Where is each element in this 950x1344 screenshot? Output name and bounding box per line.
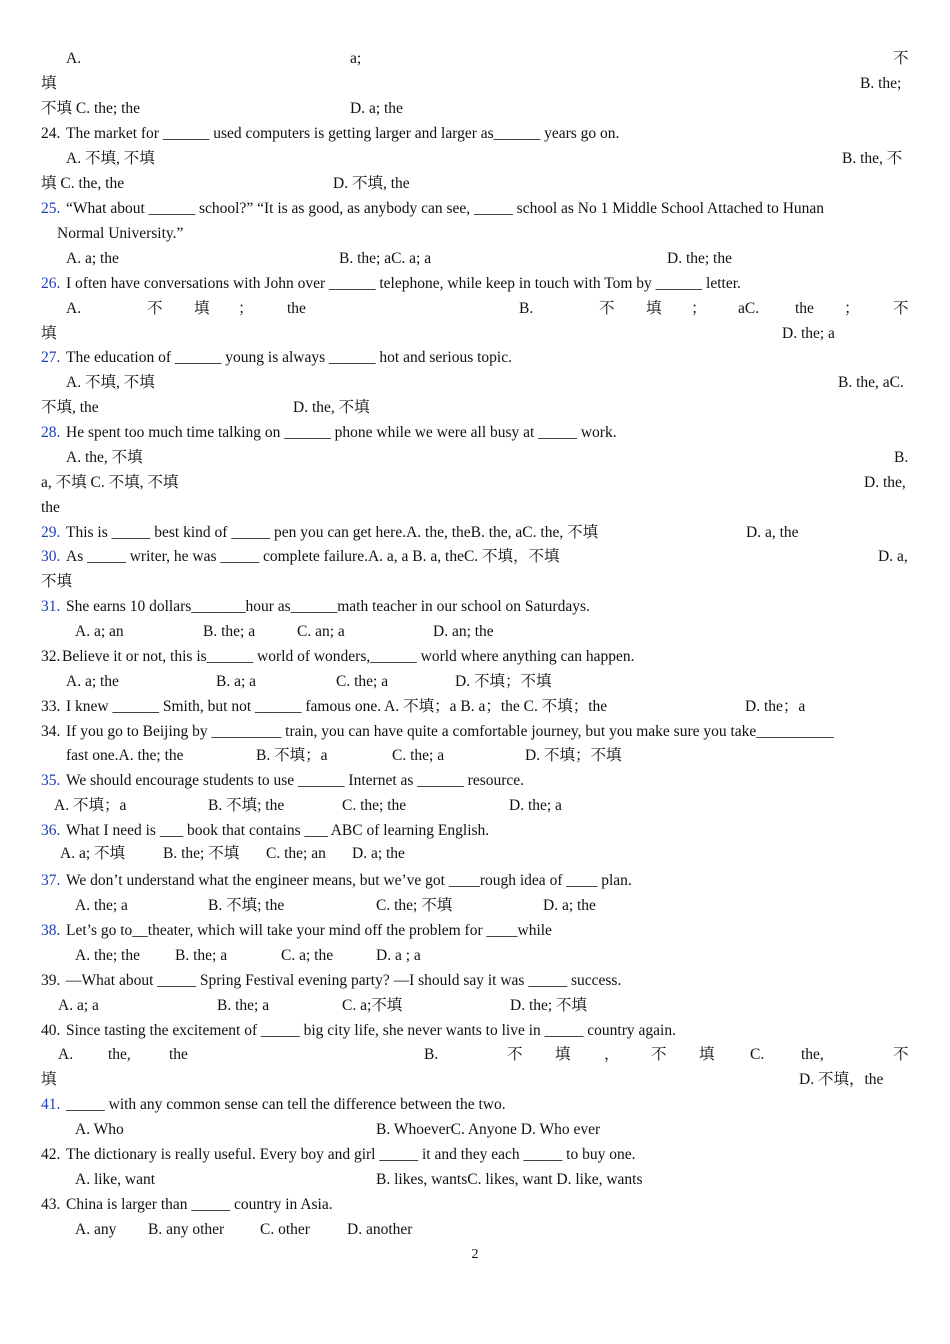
text-segment: 42. [41,1146,61,1163]
text-line [41,794,909,818]
text-segment: If you go to Beijing by _________ train, you can have quite a comfortable journey, but you make sure you take__________ [66,723,834,740]
text-segment: D. a; the [543,897,596,914]
text-segment: the [795,300,814,317]
text-line [41,197,909,221]
text-segment: D. the, [864,474,906,491]
text-segment: A. a; an [75,623,124,640]
text-line [41,869,909,893]
text-segment: 不 [599,300,615,317]
text-segment: B. a; a [216,673,257,690]
text-segment: We don’t understand what the engineer means, but we’ve got ____rough idea of ____ plan. [66,872,632,889]
question-number: 37. [41,872,61,889]
text-line [41,670,909,694]
question-number: 26. [41,275,61,292]
text-line [41,72,909,96]
text-segment: He spent too much time talking on ______ phone while we were all busy at _____ work. [66,424,617,441]
text-segment: 不 [147,300,163,317]
text-segment: I knew ______ Smith, but not ______ famous one. A. 不填；a B. a；the C. 不填；the [66,698,608,715]
text-line [41,1093,909,1117]
text-segment: A. 不填, 不填 [66,150,155,167]
text-line [41,695,909,719]
text-segment: the [287,300,306,317]
text-line [41,1168,909,1192]
text-segment: C. a;不填 [342,997,403,1014]
text-line [41,769,909,793]
text-segment: a; [350,50,362,67]
text-segment: ； [844,300,860,317]
question-number: 36. [41,822,61,839]
text-segment: C. a; the [281,947,334,964]
text-segment: 填 [699,1046,715,1063]
text-segment: 填 [194,300,210,317]
page-number: 2 [471,1247,479,1262]
text-line [41,545,909,569]
text-segment: 填 [41,75,57,92]
text-line [41,1193,909,1217]
text-segment: B. 不填; the [208,897,285,914]
text-line [41,222,909,246]
text-segment: I often have conversations with John over ______ telephone, while keep in touch with Tom by ______ letter. [66,275,741,292]
text-line [41,496,909,520]
text-line [41,720,909,744]
text-segment: B. 不填；a [256,747,328,764]
text-line [41,1218,909,1242]
text-segment: the [169,1046,188,1063]
text-segment: D. the；a [745,698,806,715]
text-segment: B. WhoeverC. Anyone D. Who ever [376,1121,601,1138]
text-segment: A. a; the [66,673,119,690]
text-segment: D. 不填；不填 [455,673,552,690]
text-segment: A. like, want [75,1171,156,1188]
text-segment: —What about _____ Spring Festival evening party? —I should say it was _____ success. [66,972,622,989]
text-segment: 不 [651,1046,667,1063]
text-segment: A. [58,1046,74,1063]
text-line [41,919,909,943]
text-line [41,944,909,968]
text-line [41,322,909,346]
text-segment: A. a; 不填 [60,845,126,862]
text-segment: A. [66,50,82,67]
text-segment: 填 C. the, the [41,175,125,192]
text-segment: C. the; a [336,673,389,690]
text-segment: B. the; 不填 [163,845,240,862]
text-segment: D. another [347,1221,413,1238]
text-line [41,620,909,644]
text-segment: aC. [738,300,760,317]
text-segment: 填 [41,1071,57,1088]
text-segment: D. a ; a [376,947,421,964]
text-line [41,1043,909,1067]
text-segment: C. an; a [297,623,345,640]
text-line [41,446,909,470]
text-segment: A. a; the [66,250,119,267]
text-line [41,346,909,370]
text-segment: We should encourage students to use ______ Internet as ______ resource. [66,772,525,789]
text-segment: 填 [555,1046,571,1063]
question-number: 27. [41,349,61,366]
question-number: 38. [41,922,61,939]
text-segment: ； [691,300,707,317]
text-segment: Let’s go to__theater, which will take your mind off the problem for ____while [66,922,552,939]
text-segment: C. other [260,1221,310,1238]
text-line [41,1068,909,1092]
text-line [41,396,909,420]
text-line [41,471,909,495]
text-segment: D. the; 不填 [510,997,588,1014]
text-segment: The education of ______ young is always ______ hot and serious topic. [66,349,512,366]
text-segment: She earns 10 dollars_______hour as______math teacher in our school on Saturdays. [66,598,590,615]
text-segment: D. the; a [782,325,835,342]
text-segment: the, [108,1046,131,1063]
text-line [41,645,909,669]
text-segment: D. the; a [509,797,562,814]
text-segment: B. the; a [217,997,270,1014]
text-segment: This is _____ best kind of _____ pen you can get here.A. the, theB. the, aC. the, 不填 [66,524,599,541]
text-segment: B. [894,449,909,466]
text-line [41,570,909,594]
text-line [41,969,909,993]
text-segment: B. the; a [203,623,256,640]
text-segment: the, [801,1046,824,1063]
text-segment: B. [519,300,534,317]
text-segment: C. the; the [342,797,407,814]
text-segment: 39. [41,972,61,989]
text-segment: B. the, 不 [842,150,903,167]
text-line [41,894,909,918]
text-segment: a, 不填 C. 不填, 不填 [41,474,179,491]
text-segment: B. the; [860,75,902,92]
text-segment: the [41,499,60,516]
text-segment: D. 不填；不填 [525,747,622,764]
text-segment: 不 [507,1046,523,1063]
text-line [41,297,909,321]
text-segment: As _____ writer, he was _____ complete failure.A. a, a B. a, theC. 不填，不填 [66,548,560,565]
text-segment: D. an; the [433,623,494,640]
text-segment: “What about ______ school?” “It is as good, as anybody can see, _____ school as No 1 Middle School Attached to Hunan [66,200,825,217]
question-number: 29. [41,524,61,541]
text-segment: 43. [41,1196,61,1213]
text-segment: C. the; an [266,845,326,862]
text-segment: A. the; a [75,897,128,914]
text-segment: 33. [41,698,61,715]
text-segment: C. the; 不填 [376,897,453,914]
text-segment: A. [66,300,82,317]
text-segment: C. the; a [392,747,445,764]
text-segment: Believe it or not, this is______ world of wonders,______ world where anything can happen. [62,648,635,665]
text-segment: 不 [893,1046,909,1063]
text-segment: 不填, the [41,399,99,416]
text-segment: 填 [646,300,662,317]
text-line [41,272,909,296]
text-line [41,819,909,843]
text-segment: A. Who [75,1121,124,1138]
text-line [41,147,909,171]
text-segment: D. a; the [350,100,403,117]
text-line [41,371,909,395]
text-segment: D. a, [878,548,908,565]
text-segment: D. a, the [746,524,799,541]
text-segment: D. the; the [667,250,732,267]
text-segment: D. 不填, the [333,175,410,192]
text-segment: ， [604,1046,620,1063]
text-line [41,421,909,445]
text-segment: B. the; a [175,947,228,964]
text-segment: _____ with any common sense can tell the difference between the two. [66,1096,506,1113]
text-segment: The dictionary is really useful. Every boy and girl _____ it and they each _____ to buy one. [66,1146,636,1163]
text-segment: 24. [41,125,61,142]
text-line [41,744,909,768]
text-segment: D. 不填，the [799,1071,884,1088]
text-segment: A. 不填, 不填 [66,374,155,391]
text-segment: 不 [893,300,909,317]
text-segment: What I need is ___ book that contains ___ ABC of learning English. [66,822,490,839]
text-line [41,1019,909,1043]
text-segment: B. any other [148,1221,225,1238]
text-line [41,247,909,271]
text-segment: B. 不填; the [208,797,285,814]
text-segment: 40. [41,1022,61,1039]
question-number: 35. [41,772,61,789]
text-line [41,1118,909,1142]
text-segment: A. a; a [58,997,99,1014]
text-segment: B. the, aC. [838,374,904,391]
text-segment: 不填 C. the; the [41,100,141,117]
text-segment: 34. [41,723,61,740]
text-segment: A. the; the [75,947,140,964]
text-segment: ； [238,300,254,317]
text-segment: Since tasting the excitement of _____ big city life, she never wants to live in _____ country again. [66,1022,676,1039]
question-number: 31. [41,598,61,615]
text-line [41,595,909,619]
text-line [41,994,909,1018]
text-segment: A. any [75,1221,117,1238]
text-line [41,47,909,71]
text-segment: D. the, 不填 [293,399,370,416]
text-line [41,842,909,866]
question-number: 30. [41,548,61,565]
text-segment: A. the, 不填 [66,449,143,466]
text-segment: B. [424,1046,439,1063]
text-segment: fast one.A. the; the [66,747,184,764]
text-line [41,1143,909,1167]
question-number: 25. [41,200,61,217]
text-line [41,172,909,196]
text-segment: The market for ______ used computers is getting larger and larger as______ years go on. [66,125,620,142]
text-segment: Normal University.” [57,225,184,242]
text-segment: C. [750,1046,765,1063]
question-number: 41. [41,1096,61,1113]
text-line [41,97,909,121]
text-segment: 填 [41,325,57,342]
text-segment: 不 [893,50,909,67]
text-segment: 32. [41,648,61,665]
text-segment: B. the; aC. a; a [339,250,432,267]
text-line [41,122,909,146]
text-line [41,521,909,545]
text-segment: D. a; the [352,845,405,862]
question-number: 28. [41,424,61,441]
text-segment: A. 不填；a [54,797,127,814]
text-segment: 不填 [41,573,73,590]
text-segment: B. likes, wantsC. likes, want D. like, wants [376,1171,643,1188]
text-segment: China is larger than _____ country in Asia. [66,1196,333,1213]
